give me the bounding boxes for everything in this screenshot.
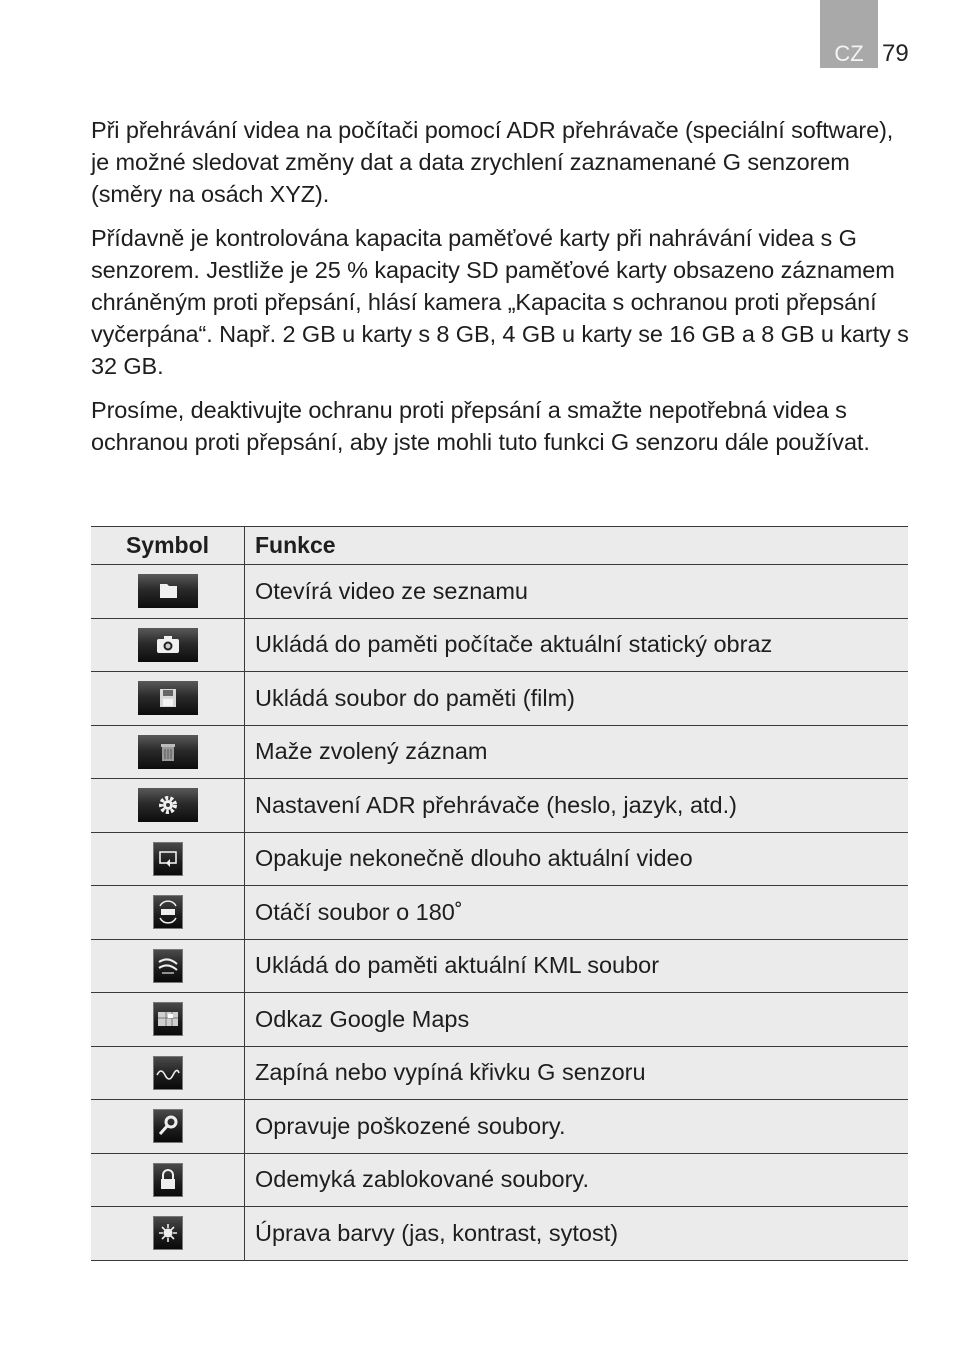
row-text: Ukládá soubor do paměti (film) xyxy=(245,672,909,726)
table-row xyxy=(91,1153,908,1207)
language-tab xyxy=(820,0,878,68)
body-text xyxy=(91,114,911,470)
table-row xyxy=(91,832,908,886)
table-row xyxy=(91,618,908,672)
header-function: Funkce xyxy=(245,527,909,565)
table-header-row xyxy=(91,527,908,565)
row-text: Úprava barvy (jas, kontrast, sytost) xyxy=(245,1207,909,1261)
table-row xyxy=(91,886,908,940)
table-row xyxy=(91,1207,908,1261)
wrench-icon xyxy=(153,1109,183,1143)
rotate-180-icon xyxy=(153,895,183,929)
paragraph-1: Při přehrávání videa na počítači pomocí ADR přehrávače (speciální software), je možné sledovat změny dat a data zrychlení zaznamenané G senzorem (směry na osách XYZ). xyxy=(91,117,894,207)
map-icon xyxy=(153,1002,183,1036)
paragraph-3: Prosíme, deaktivujte ochranu proti přepsání a smažte nepotřebná videa s ochranou proti přepsání, aby jste mohli tuto funkci G senzoru dále používat. xyxy=(91,397,870,455)
kml-icon xyxy=(153,949,183,983)
table-row xyxy=(91,939,908,993)
table-row xyxy=(91,1100,908,1154)
row-text: Odkaz Google Maps xyxy=(245,993,909,1047)
row-text: Otevírá video ze seznamu xyxy=(245,565,909,619)
wave-icon xyxy=(153,1056,183,1090)
camera-icon xyxy=(138,628,198,662)
header-symbol: Symbol xyxy=(91,527,245,565)
lock-icon xyxy=(153,1163,183,1197)
table-row xyxy=(91,1046,908,1100)
symbol-table xyxy=(91,526,908,1261)
table-row xyxy=(91,779,908,833)
paragraph-2: Přídavně je kontrolována kapacita paměťové karty při nahrávání videa s G senzorem. Jestliže je 25 % kapacity SD paměťové karty obsazeno záznamem chráněným proti přepsání, hlásí kamera „Kapacita s ochranou proti přepsání vyčerpána“. Např. 2 GB u karty s 8 GB, 4 GB u karty se 16 GB a 8 GB u karty s 32 GB. xyxy=(91,225,909,379)
table-row xyxy=(91,725,908,779)
gear-icon xyxy=(138,788,198,822)
repeat-icon xyxy=(153,842,183,876)
row-text: Otáčí soubor o 180˚ xyxy=(245,886,909,940)
row-text: Ukládá do paměti počítače aktuální statický obraz xyxy=(245,618,909,672)
trash-icon xyxy=(138,735,198,769)
save-icon xyxy=(138,681,198,715)
row-text: Maže zvolený záznam xyxy=(245,725,909,779)
brightness-icon xyxy=(153,1216,183,1250)
row-text: Opravuje poškozené soubory. xyxy=(245,1100,909,1154)
row-text: Nastavení ADR přehrávače (heslo, jazyk, atd.) xyxy=(245,779,909,833)
table-row xyxy=(91,565,908,619)
language-label: CZ xyxy=(834,41,864,66)
folder-icon xyxy=(138,574,198,608)
table-row xyxy=(91,993,908,1047)
row-text: Zapíná nebo vypíná křivku G senzoru xyxy=(245,1046,909,1100)
row-text: Opakuje nekonečně dlouho aktuální video xyxy=(245,832,909,886)
row-text: Ukládá do paměti aktuální KML soubor xyxy=(245,939,909,993)
page-number: 79 xyxy=(882,40,909,67)
table-row xyxy=(91,672,908,726)
row-text: Odemyká zablokované soubory. xyxy=(245,1153,909,1207)
